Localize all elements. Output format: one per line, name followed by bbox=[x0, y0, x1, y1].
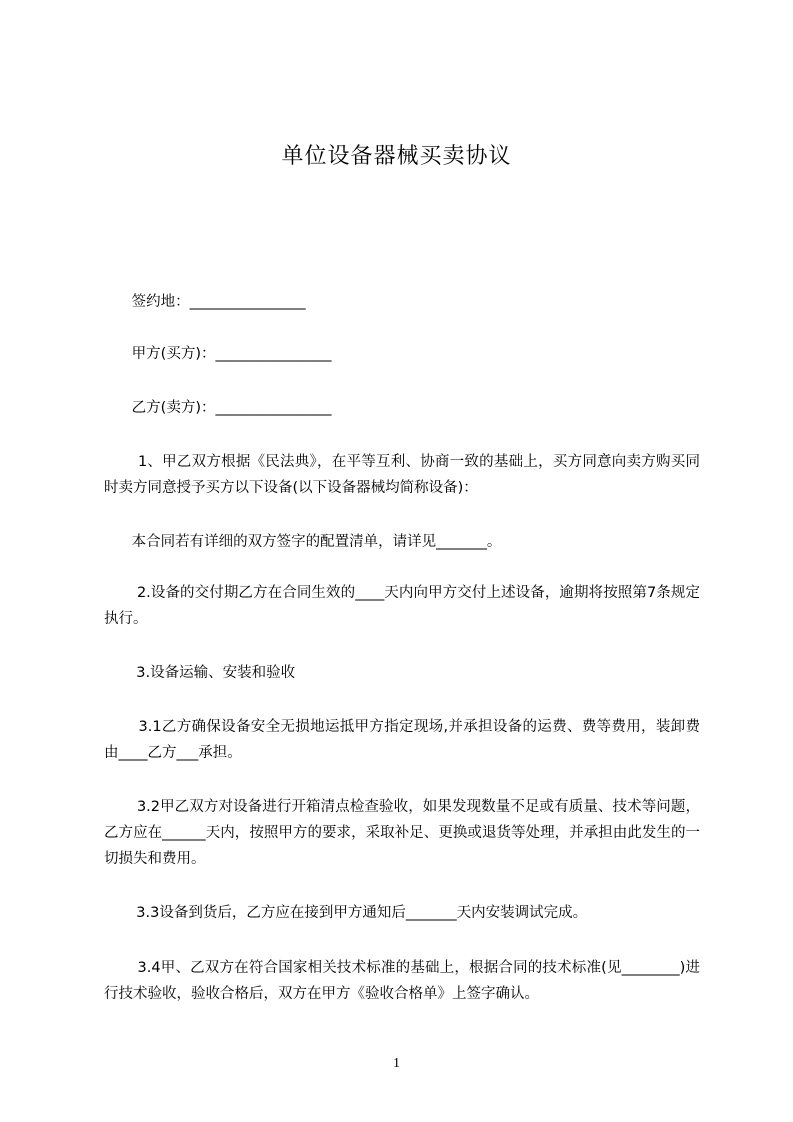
paragraph-clause-3-4: 3.4甲、乙双方在符合国家相关技术标准的基础上，根据合同的技术标准(见________)进行技术验收，验收合格后，双方在甲方《验收合格单》上签字确认。 bbox=[104, 960, 701, 1002]
paragraph-clause-3-1: 3.1乙方确保设备安全无损地运抵甲方指定现场,并承担设备的运费、费等费用，装卸费由____乙方___承担。 bbox=[104, 719, 701, 761]
paragraph-clause-3-2: 3.2甲乙双方对设备进行开箱清点检查验收，如果发现数量不足或有质量、技术等问题，乙方应在______天内，按照甲方的要求，采取补足、更换或退货等处理，并承担由此发生的一切损失和费用。 bbox=[104, 799, 701, 867]
paragraph-party-a: 甲方(买方)：________________ bbox=[104, 346, 332, 362]
paragraph-party-b: 乙方(卖方)：________________ bbox=[104, 400, 332, 416]
paragraph-clause-3-3: 3.3设备到货后，乙方应在接到甲方通知后_______天内安装调试完成。 bbox=[104, 905, 588, 921]
paragraph-clause-2: 2.设备的交付期乙方在合同生效的____天内向甲方交付上述设备，逾期将按照第7条规定执行。 bbox=[104, 585, 701, 627]
paragraph-clause-3: 3.设备运输、安装和验收 bbox=[104, 665, 296, 681]
paragraph-config-list: 本合同若有详细的双方签字的配置清单，请详见_______。 bbox=[104, 534, 502, 550]
page-number: 1 bbox=[393, 1056, 400, 1071]
paragraph-clause-1: 1、甲乙双方根据《民法典》，在平等互利、协商一致的基础上，买方同意向卖方购买同时卖方同意授予买方以下设备(以下设备器械均简称设备)： bbox=[104, 454, 700, 496]
paragraph-signing-place: 签约地：________________ bbox=[104, 294, 306, 310]
document-title: 单位设备器械买卖协议 bbox=[281, 144, 512, 169]
